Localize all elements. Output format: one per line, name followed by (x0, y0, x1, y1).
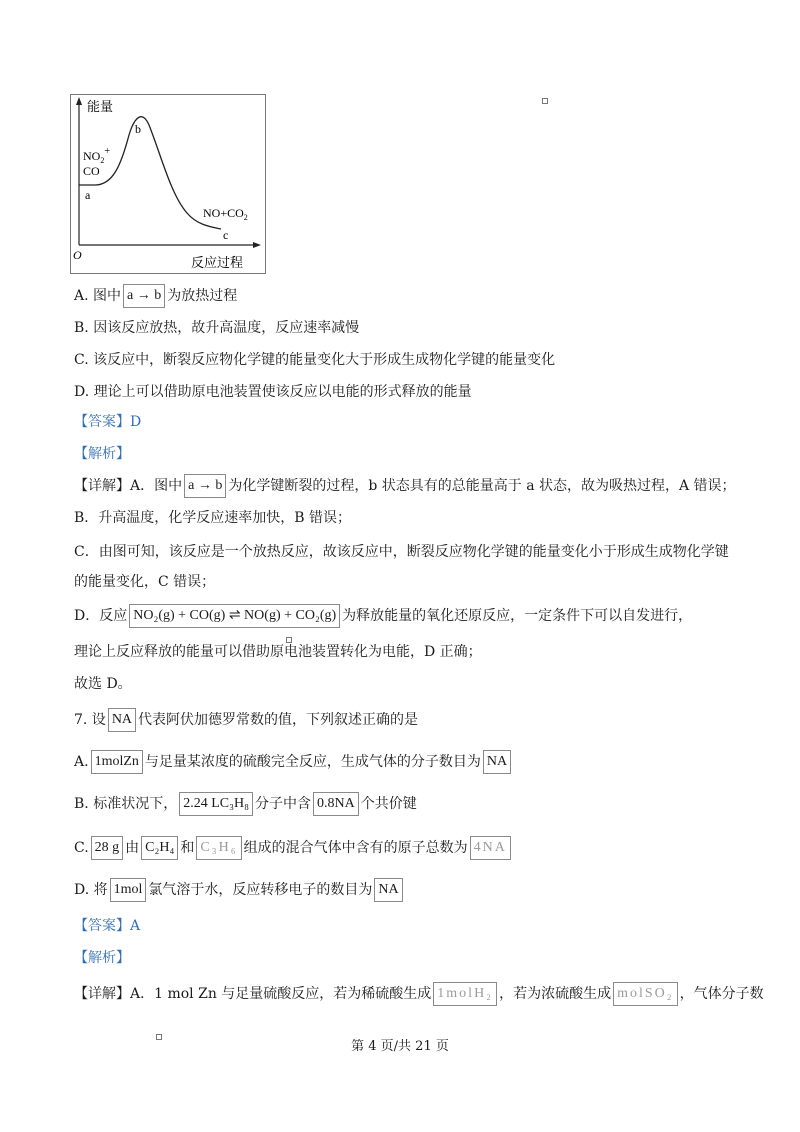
y-axis-label: 能量 (87, 99, 114, 114)
reactant-label: $NO_2^+$ (83, 146, 110, 165)
q7-detail-a: 【详解】A．1 mol Zn 与足量硫酸反应，若为稀硫酸生成 1molH₂ ，若为浓硫酸生成 molSO₂ ，气体分子数 (74, 982, 764, 1006)
math-1mol-h2: 1molH₂ (433, 982, 497, 1006)
math-na: NA (374, 878, 402, 902)
math-28g: 28 g (91, 836, 124, 860)
q6-detail-b: B．升高温度，化学反应速率加快，B 错误； (74, 510, 352, 526)
math-na: NA (483, 750, 511, 774)
q6-option-a: A. 图中 a → b 为放热过程 (74, 284, 237, 308)
q7-option-b: B. 标准状况下， 2.24 LC₃H₈ 分子中含 0.8NA 个共价键 (74, 792, 417, 816)
math-c2h4: C₂H₄ (141, 836, 178, 860)
math-mol-so2: molSO₂ (613, 982, 678, 1006)
stray-mark (542, 98, 548, 104)
q7-option-c: C. 28 g 由 C₂H₄ 和 C₃H₆ 组成的混合气体中含有的原子总数为 4NA (74, 836, 513, 860)
energy-diagram-svg (71, 95, 265, 273)
math-equation: NO₂(g) + CO(g) ⇌ NO(g) + CO₂(g) (129, 604, 340, 628)
energy-curve (79, 117, 221, 229)
label-b: b (135, 122, 141, 136)
x-axis-arrow (253, 242, 261, 248)
x-axis-label: 反应过程 (191, 255, 244, 270)
math-c3h8: 2.24 LC₃H₈ (179, 792, 253, 816)
math-a-to-b: a → b (184, 474, 226, 498)
q6-detail-c-1: C．由图可知，该反应是一个放热反应，故该反应中，断裂反应物化学键的能量变化小于形成生成物化学键 (74, 544, 729, 560)
q6-detail-d-2: 理论上反应释放的能量可以借助原电池装置转化为电能，D 正确； (74, 644, 482, 660)
q6-option-d: D. 理论上可以借助原电池装置使该反应以电能的形式释放的能量 (74, 384, 472, 400)
q7-stem: 7. 设 NA 代表阿伏加德罗常数的值，下列叙述正确的是 (74, 708, 418, 732)
label-a: a (85, 188, 91, 202)
math-1mol-zn: 1molZn (91, 750, 143, 774)
math-4na: 4NA (470, 836, 511, 860)
q6-answer: 【答案】D (74, 414, 142, 430)
q7-option-d: D. 将 1mol 氯气溶于水，反应转移电子的数目为 NA (74, 878, 405, 902)
math-c3h6: C₃H₆ (196, 836, 241, 860)
q7-analysis-heading: 【解析】 (74, 950, 130, 966)
q6-conclusion: 故选 D。 (74, 676, 132, 692)
y-axis-arrow (76, 97, 82, 105)
q6-detail-c-2: 的能量变化，C 错误； (74, 574, 216, 590)
math-0.8na: 0.8NA (313, 792, 359, 816)
product-label: $NO+CO_2$ (203, 206, 248, 222)
q6-analysis-heading: 【解析】 (74, 446, 130, 462)
q7-option-a: A. 1molZn 与足量某浓度的硫酸完全反应，生成气体的分子数目为 NA (74, 750, 513, 774)
page-footer: 第 4 页/共 21 页 (351, 1039, 449, 1054)
math-1mol: 1mol (110, 878, 147, 902)
reactant-label-co: CO (83, 164, 100, 178)
q6-option-b: B. 因该反应放热，故升高温度，反应速率减慢 (74, 320, 360, 336)
energy-diagram (70, 94, 266, 274)
q7-answer: 【答案】A (74, 918, 141, 934)
label-c: c (223, 228, 229, 242)
math-a-to-b: a → b (123, 284, 165, 308)
q6-option-c: C. 该反应中，断裂反应物化学键的能量变化大于形成生成物化学键的能量变化 (74, 352, 556, 368)
q6-detail-d-1: D．反应 NO₂(g) + CO(g) ⇌ NO(g) + CO₂(g) 为释放能量的氧化还原反应，一定条件下可以自发进行， (74, 604, 692, 628)
q6-detail-a: 【详解】A．图中 a → b 为化学键断裂的过程，b 状态具有的总能量高于 a 状态，故为吸热过程，A 错误； (74, 474, 736, 498)
math-na: NA (108, 708, 136, 732)
origin-label: O (73, 248, 82, 262)
